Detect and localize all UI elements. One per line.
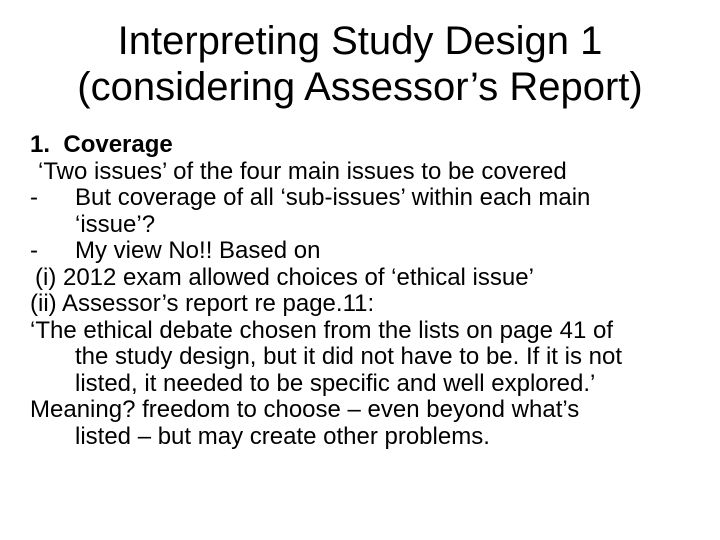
meaning-line-1: Meaning? freedom to choose – even beyond what’s: [30, 396, 580, 423]
slide-title: [0, 18, 720, 110]
quote-line-1: ‘The ethical debate chosen from the lists on page 41 of: [30, 316, 614, 344]
two-issues-line: ‘Two issues’ of the four main issues to be covered: [38, 157, 567, 185]
section-heading: [30, 132, 720, 159]
bullet-2-text: My view No!! Based on: [75, 237, 321, 264]
meaning-line-2: listed – but may create other problems.: [75, 422, 490, 450]
point-ii: (ii) Assessor’s report re page.11:: [30, 290, 375, 317]
bullet-1-continuation: ‘issue’?: [75, 210, 156, 238]
heading-number: 1.: [30, 131, 51, 158]
bullet-marker: -: [30, 184, 38, 211]
bullet-1: [30, 185, 720, 212]
heading-text: Coverage: [63, 131, 173, 158]
bullet-2: [30, 238, 720, 265]
title-line-2: (considering Assessor’s Report): [77, 65, 643, 109]
quote-line-2: the study design, but it did not have to be. If it is not: [75, 343, 623, 370]
title-line-1: Interpreting Study Design 1: [117, 19, 603, 63]
slide-body: [30, 132, 720, 450]
quote-line-3: listed, it needed to be specific and well explored.’: [75, 369, 596, 397]
point-i: (i) 2012 exam allowed choices of ‘ethical issue’: [35, 263, 534, 291]
bullet-marker: -: [30, 237, 38, 264]
bullet-1-text: But coverage of all ‘sub-issues’ within each main: [75, 184, 591, 211]
